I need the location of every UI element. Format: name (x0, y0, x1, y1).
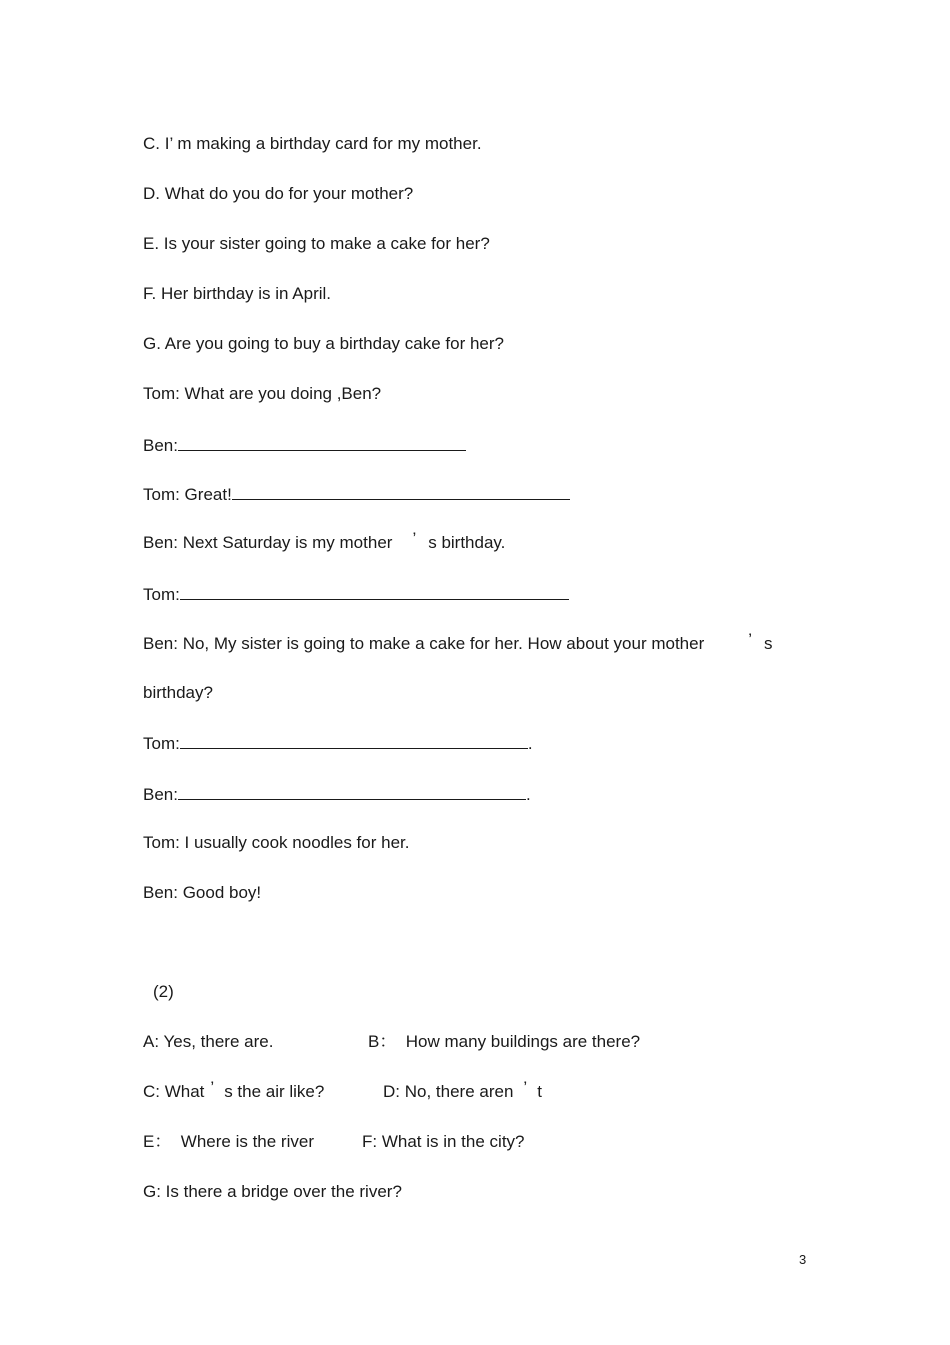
section-label: (2) (153, 982, 174, 1001)
option-a: A: Yes, there are. (143, 1032, 274, 1051)
speaker-label: Tom: Great! (143, 485, 232, 504)
option-d: D. What do you do for your mother? (143, 184, 414, 203)
option-text: s the air like? (224, 1082, 325, 1101)
answer-blank[interactable] (180, 732, 528, 749)
option-f: F: What is in the city? (362, 1132, 525, 1151)
dialogue-line-6 (143, 630, 773, 654)
option-d (383, 1078, 542, 1102)
dialogue-line-3 (143, 483, 570, 505)
option-text: t (537, 1082, 542, 1101)
answer-blank[interactable] (178, 783, 526, 800)
dialogue-line-2 (143, 434, 466, 456)
speaker-label: Ben: (143, 785, 178, 804)
speaker-label: Tom: (143, 734, 180, 753)
apostrophe: ’ (523, 1078, 528, 1097)
dialogue-line-11: Ben: Good boy! (143, 883, 262, 902)
option-e: E. Is your sister going to make a cake for her? (143, 234, 490, 253)
option-g: G: Is there a bridge over the river? (143, 1182, 402, 1201)
apostrophe: ’ (748, 630, 753, 649)
option-text: D: No, there aren (383, 1082, 514, 1101)
answer-blank[interactable] (178, 434, 466, 451)
dialogue-line-8 (143, 732, 533, 754)
option-b: B： How many buildings are there? (368, 1032, 641, 1051)
dialogue-line-1: Tom: What are you doing ,Ben? (143, 384, 382, 403)
dialogue-line-9 (143, 783, 531, 805)
dialogue-text: Ben: Next Saturday is my mother (143, 533, 393, 552)
answer-blank[interactable] (232, 483, 570, 500)
period: . (527, 734, 533, 753)
option-c: C. I’ m making a birthday card for my mother. (143, 134, 482, 153)
page-number: 3 (799, 1252, 807, 1267)
option-text: C: What (143, 1082, 205, 1101)
period: . (525, 785, 531, 804)
dialogue-text: s (764, 634, 773, 653)
answer-blank[interactable] (180, 583, 569, 600)
option-e: E： Where is the river (143, 1132, 314, 1151)
dialogue-line-4 (143, 529, 506, 553)
option-f: F. Her birthday is in April. (143, 284, 332, 303)
dialogue-line-5 (143, 583, 569, 605)
speaker-label: Tom: (143, 585, 180, 604)
dialogue-text: Ben: No, My sister is going to make a cake for her. How about your mother (143, 634, 705, 653)
dialogue-line-7: birthday? (143, 683, 213, 702)
option-g: G. Are you going to buy a birthday cake for her? (143, 334, 504, 353)
dialogue-text: s birthday. (428, 533, 506, 552)
option-c (143, 1078, 325, 1102)
dialogue-line-10: Tom: I usually cook noodles for her. (143, 833, 410, 852)
speaker-label: Ben: (143, 436, 178, 455)
apostrophe: ’ (210, 1078, 215, 1097)
apostrophe: ’ (412, 529, 417, 548)
